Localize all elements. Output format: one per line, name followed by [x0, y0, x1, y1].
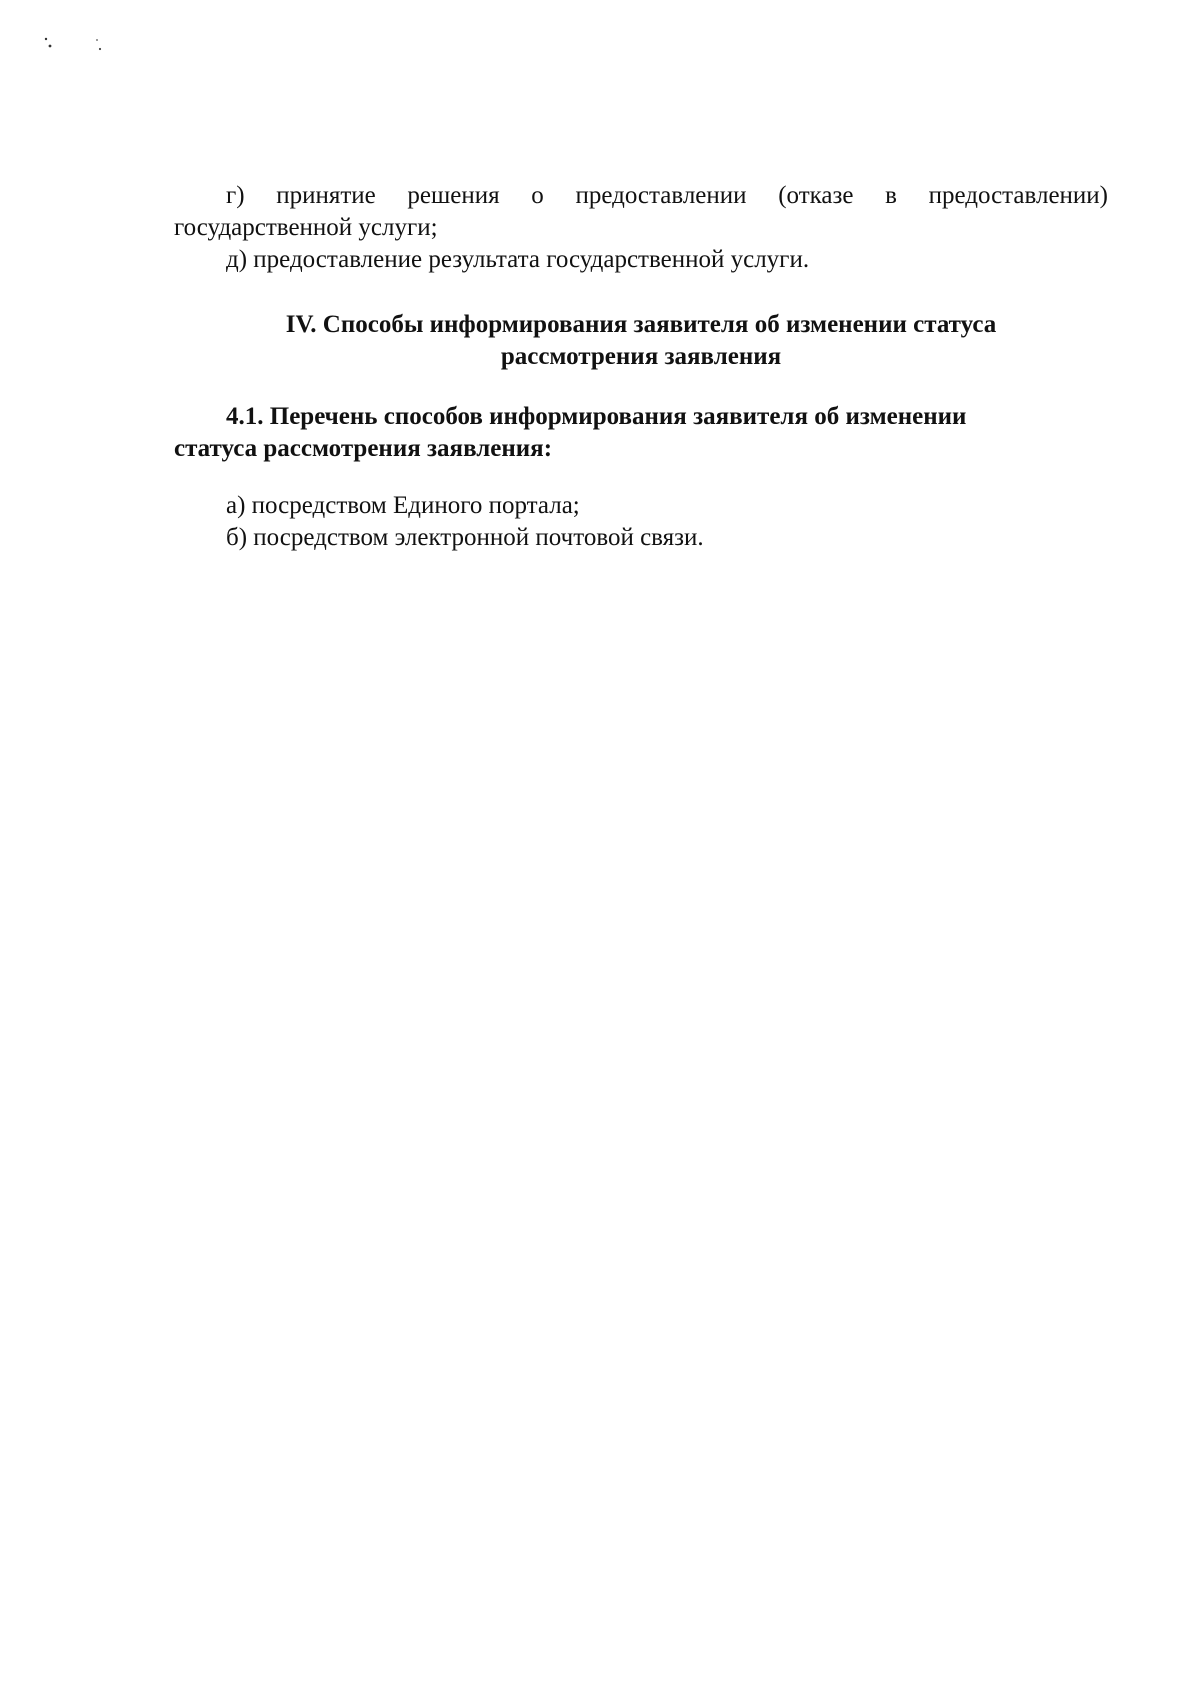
item-g-line1: г) принятие решения о предоставлении (отказе в предоставлении)	[226, 182, 1108, 209]
subsection-heading	[174, 401, 1108, 465]
scan-artifact-marks	[40, 36, 120, 56]
item-d: д) предоставление результата государственной услуги.	[226, 246, 810, 273]
section-heading	[174, 309, 1108, 373]
subsection-heading-line2: статуса рассмотрения заявления:	[174, 435, 553, 462]
list-item: б) посредством электронной почтовой связи.	[226, 524, 704, 551]
item-g-line2: государственной услуги;	[174, 214, 438, 241]
service-stages-continuation	[174, 180, 1108, 276]
notification-methods-list	[174, 490, 1108, 554]
section-heading-line1: IV. Способы информирования заявителя об изменении статуса	[285, 311, 997, 338]
list-item: а) посредством Единого портала;	[226, 492, 580, 519]
subsection-heading-line1: 4.1. Перечень способов информирования заявителя об изменении	[226, 403, 967, 430]
section-heading-line2: рассмотрения заявления	[500, 343, 782, 370]
